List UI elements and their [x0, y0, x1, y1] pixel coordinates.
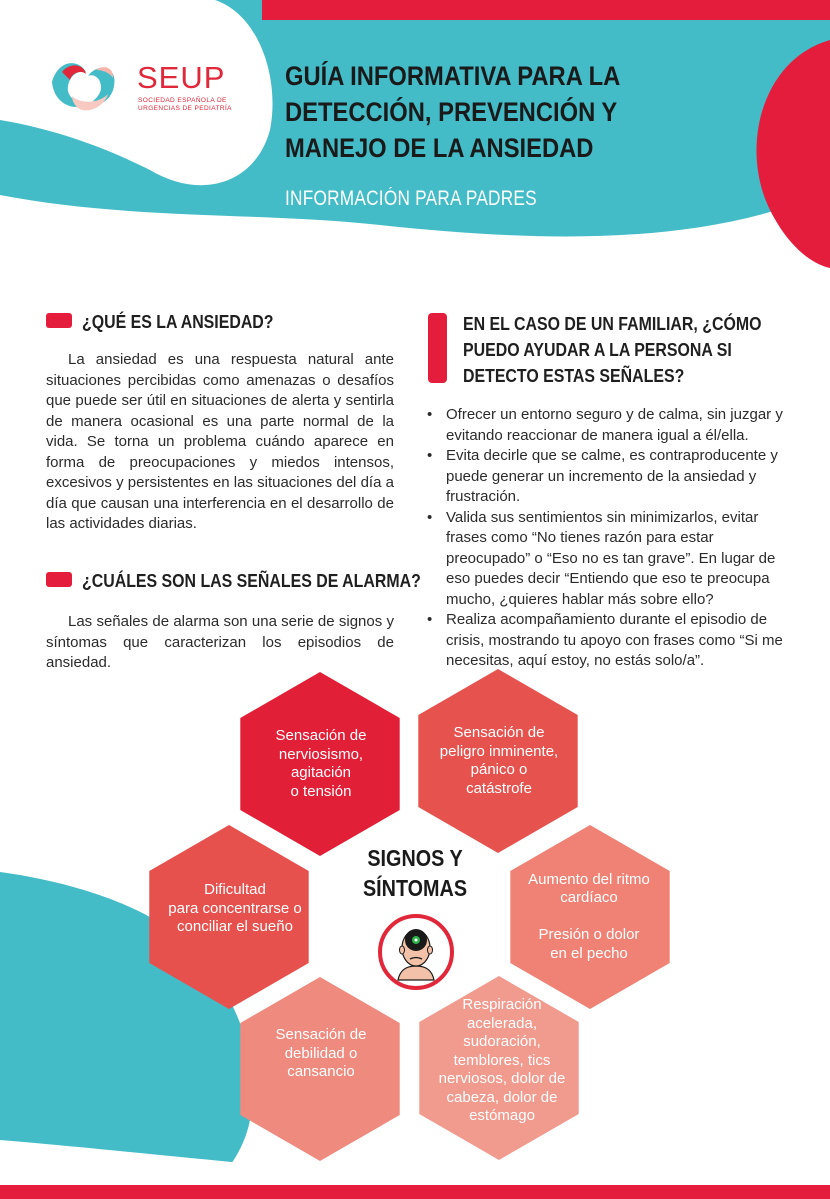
list-item: • Realiza acompañamiento durante el episodio de crisis, mostrando tu apoyo con frases como “Si me necesitas, aquí estoy, no estás solo/a”.	[424, 610, 786, 672]
list-item: • Evita decirle que se calme, es contraproducente y puede generar un incremento de la ansiedad y frustración.	[424, 446, 786, 508]
section-body-que-es	[46, 350, 394, 535]
section-heading-que-es: ¿QUÉ ES LA ANSIEDAD?	[82, 311, 274, 332]
logo-subtitle: SOCIEDAD ESPAÑOLA DE URGENCIAS DE PEDIATRÍA	[138, 97, 232, 112]
header-red-strip	[262, 0, 830, 20]
hexagon-text: Respiración acelerada, sudoración, temblores, tics nerviosos, dolor de cabeza, dolor de estómago	[438, 996, 566, 1125]
section-marker	[46, 313, 72, 328]
diagram-center-title: SIGNOS Y SÍNTOMAS	[362, 845, 468, 901]
section-marker	[428, 313, 447, 383]
hexagon-text: Sensación de nerviosismo, agitación o tensión	[275, 727, 367, 800]
help-list	[424, 405, 786, 672]
section-heading-familiar: EN EL CASO DE UN FAMILIAR, ¿CÓMO PUEDO AYUDAR A LA PERSONA SI DETECTO ESTAS SEÑALES?	[463, 313, 762, 386]
section-body-senales	[46, 612, 394, 674]
list-item: • Ofrecer un entorno seguro y de calma, sin juzgar y evitando reaccionar de manera igual a él/ella.	[424, 405, 786, 446]
section-body-familiar	[424, 405, 786, 672]
hexagon-label-respiracion	[422, 996, 582, 1126]
hexagon-label-ritmo-cardiaco	[514, 858, 664, 976]
hexagon-text: Dificultad para concentrarse o conciliar el sueño	[168, 881, 302, 936]
logo-name: SEUP	[137, 60, 226, 95]
hexagon-label-dificultad	[150, 850, 320, 968]
hexagon-text: Aumento del ritmo cardíaco Presión o dolor en el pecho	[528, 870, 650, 962]
hexagon-text: Sensación de debilidad o cansancio	[275, 1026, 367, 1081]
bottom-red-strip	[0, 1185, 830, 1199]
section-marker	[46, 572, 72, 587]
section-heading-senales: ¿CUÁLES SON LAS SEÑALES DE ALARMA?	[82, 570, 421, 591]
list-item: • Valida sus sentimientos sin minimizarlos, evitar frases como “No tienes razón para estar preocupado” o “Eso no es tan grave”. En lugar de eso puedes decir “Entiendo que eso te preocupa mucho, ¿quieres hablar más sobre ello?	[424, 508, 786, 611]
paragraph-que-es: La ansiedad es una respuesta natural ante situaciones percibidas como amenazas o desafíos que puede ser útil en situaciones de alerta y sentirla de manera ocasional es una parte normal de la vida. Se torna un problema cuándo aparece en forma de preocupaciones y miedos intensos, excesivos y persistentes en las situaciones del día a día que causan una interferencia en el desarrollo de las actividades diarias.	[46, 351, 394, 532]
paragraph-senales: Las señales de alarma son una serie de signos y síntomas que caracterizan los episodios de ansiedad.	[46, 613, 394, 671]
hexagon-label-peligro	[424, 702, 574, 820]
page-subtitle: INFORMACIÓN PARA PADRES	[285, 187, 537, 210]
page-title: GUÍA INFORMATIVA PARA LA DETECCIÓN, PREVENCIÓN Y MANEJO DE LA ANSIEDAD	[285, 61, 620, 163]
anxious-head-icon	[376, 912, 456, 992]
hexagon-label-nerviosismo	[246, 705, 396, 823]
hexagon-label-debilidad	[246, 995, 396, 1113]
hexagon-text: Sensación de peligro inminente, pánico o catástrofe	[439, 724, 559, 797]
